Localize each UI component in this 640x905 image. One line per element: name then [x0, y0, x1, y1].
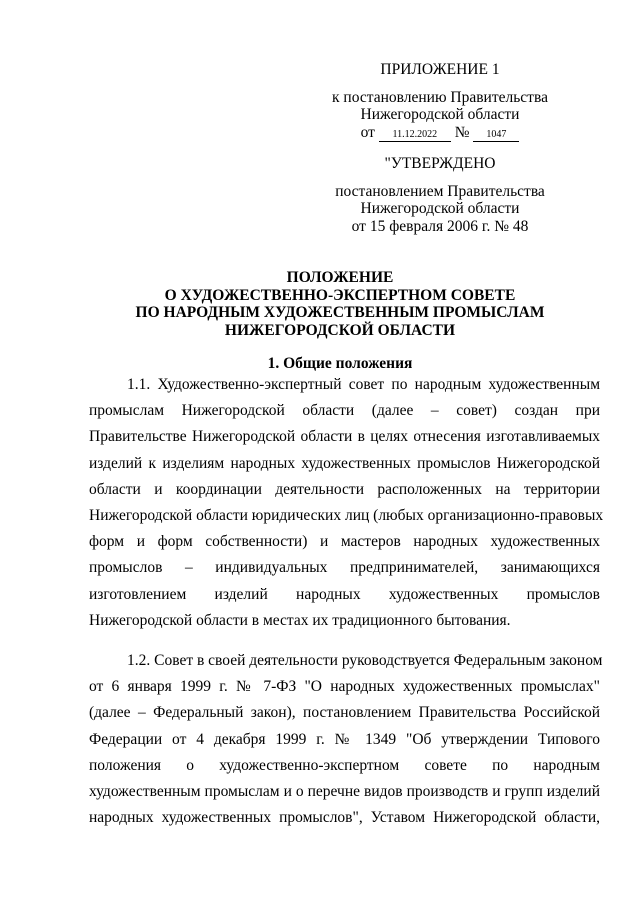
date-field: 11.12.2022	[379, 129, 451, 142]
appendix-date-line	[300, 124, 580, 142]
text-line: 1.2. Совет в своей деятельности руководствуется Федеральным законом	[127, 652, 603, 669]
text-line: Правительстве Нижегородской области в целях отнесения изготавливаемых	[89, 428, 600, 446]
text-line: от 6 января 1999 г. № 7-ФЗ "О народных художественных промыслах"	[89, 678, 600, 696]
title-line: О ХУДОЖЕСТВЕННО-ЭКСПЕРТНОМ СОВЕТЕ	[164, 286, 516, 304]
text-line: 1.1. Художественно-экспертный совет по народным художественным	[127, 376, 600, 393]
appendix-line: к постановлению Правительства	[332, 88, 548, 106]
approved-line: постановлением Правительства	[335, 182, 545, 200]
text-line: области и координации деятельности расположенных на территории	[89, 480, 600, 498]
paragraph-1-1	[89, 372, 604, 634]
document-title	[60, 269, 620, 339]
text-line: изделий к изделиям народных художественных промыслов Нижегородской	[89, 454, 600, 472]
approved-line: Нижегородской области	[360, 200, 520, 217]
text-line: художественным промыслам и о перечне видов производств и групп изделий	[89, 783, 600, 801]
approved-title: "УТВЕРЖДЕНО	[384, 155, 496, 172]
text-line: народных художественных промыслов", Уставом Нижегородской области,	[89, 809, 600, 827]
text-line: Федерации от 4 декабря 1999 г. № 1349 "Об утверждении Типового	[89, 730, 600, 748]
appendix-title: ПРИЛОЖЕНИЕ 1	[380, 61, 500, 78]
title-line: НИЖЕГОРОДСКОЙ ОБЛАСТИ	[224, 321, 456, 339]
number-field: 1047	[473, 129, 519, 142]
approved-line: от 15 февраля 2006 г. № 48	[351, 217, 529, 235]
text-line: Нижегородской области юридических лиц (любых организационно-правовых	[89, 507, 604, 525]
text-line: форм и форм собственности) и мастеров народных художественных	[89, 533, 600, 551]
text-line: промыслов – индивидуальных предпринимателей, занимающихся	[89, 559, 600, 577]
text-line: положения о художественно-экспертном совете по народным	[89, 756, 600, 774]
title-line: ПО НАРОДНЫМ ХУДОЖЕСТВЕННЫМ ПРОМЫСЛАМ	[135, 304, 545, 321]
date-prefix: от	[360, 123, 375, 141]
text-line: Нижегородской области в местах их традиционного бытования.	[89, 611, 511, 629]
title-line: ПОЛОЖЕНИЕ	[286, 269, 394, 286]
approved-block	[300, 155, 580, 235]
paragraph-1-2	[89, 648, 603, 831]
text-line: (далее – Федеральный закон), постановлением Правительства Российской	[89, 704, 600, 722]
appendix-line: Нижегородской области	[360, 106, 520, 123]
text-line: изготовлением изделий народных художественных промыслов	[89, 585, 600, 603]
section-heading: 1. Общие положения	[267, 355, 413, 372]
appendix-block	[300, 61, 580, 142]
text-line: промыслам Нижегородской области (далее – совет) создан при	[89, 402, 600, 420]
number-sign: №	[454, 123, 470, 141]
